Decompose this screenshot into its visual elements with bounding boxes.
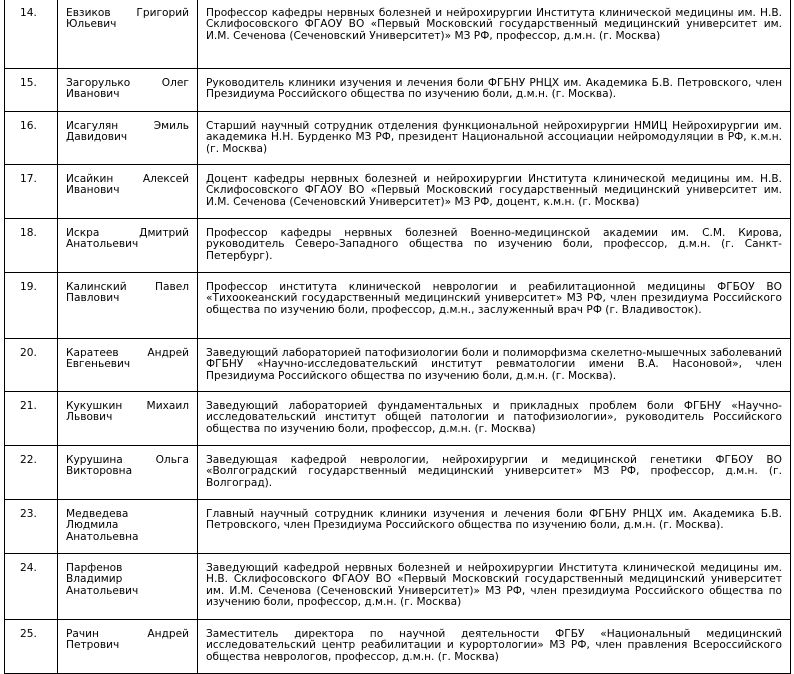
row-number: 25.: [5, 620, 58, 674]
member-name-rest: Людмила Анатольевна: [66, 519, 139, 543]
member-name-rest: Евгеньевич: [66, 358, 131, 371]
member-description: Профессор кафедры нервных болезней Военно-медицинской академии им. С.М. Кирова, руководитель Северо-Западного общества по изучению боли, профессор, д.м.н. (г. Санкт-Петербург).: [198, 219, 791, 273]
member-name-line1: Парфенов: [66, 562, 123, 574]
member-name-line1: Кукушкин Михаил: [66, 400, 189, 412]
member-name-line1: Исайкин Алексей: [66, 173, 189, 185]
member-name-rest: Иванович: [66, 88, 120, 101]
member-description: Старший научный сотрудник отделения функциональной нейрохирургии НМИЦ Нейрохирургии им. академика Н.Н. Бурденко МЗ РФ, президент Национальной ассоциации нейромодуляции в РФ, к.м.н. (г. Москва): [198, 112, 791, 165]
member-name-rest: Иванович: [66, 184, 120, 197]
row-number: 24.: [5, 554, 58, 620]
member-name: [58, 165, 198, 219]
member-description: Руководитель клиники изучения и лечения боли ФГБНУ РНЦХ им. Академика Б.В. Петровского, член Президиума Российского общества по изучению боли, д.м.н. (г. Москва).: [198, 69, 791, 112]
table-row: [5, 620, 791, 674]
row-number: 17.: [5, 165, 58, 219]
member-description: Заведующий лабораторией фундаментальных и прикладных проблем боли ФГБНУ «Научно-исследовательский институт общей патологии и патофизиологии», руководитель Российского общества по изучению боли, профессор, д.м.н. (г. Москва): [198, 392, 791, 446]
member-name-rest: Павлович: [66, 292, 120, 305]
member-name-rest: Давидович: [66, 131, 128, 144]
member-name-line1: Исагулян Эмиль: [66, 120, 189, 132]
table-row: [5, 446, 791, 500]
member-name: [58, 112, 198, 165]
member-description: Доцент кафедры нервных болезней и нейрохирургии Института клинической медицины им. Н.В. Склифосовского ФГАОУ ВО «Первый Московский государственный медицинский университет им. И.М. Сеченова (Сеченовский Университет)» МЗ РФ, доцент, к.м.н. (г. Москва): [198, 165, 791, 219]
member-description: Заведующий лабораторией патофизиологии боли и полиморфизма скелетно-мышечных заболеваний ФГБНУ «Научно-исследовательский институт ревматологии имени В.А. Насоновой», член Президиума Российского общества по изучению боли, д.м.н. (г. Москва).: [198, 339, 791, 392]
member-description: Заведующая кафедрой неврологии, нейрохирургии и медицинской генетики ФГБОУ ВО «Волгоградский государственный медицинский университет» МЗ РФ, профессор, д.м.н. (г. Волгоград).: [198, 446, 791, 500]
table-row: [5, 339, 791, 392]
row-number: 22.: [5, 446, 58, 500]
row-number: 14.: [5, 0, 58, 69]
row-number: 15.: [5, 69, 58, 112]
member-name-rest: Анатольевич: [66, 238, 139, 251]
member-name-line1: Курушина Ольга: [66, 454, 189, 466]
member-name-line1: Евзиков Григорий: [66, 7, 189, 19]
member-name-rest: Юльевич: [66, 18, 117, 31]
member-name: [58, 620, 198, 674]
member-description: Главный научный сотрудник клиники изучения и лечения боли ФГБНУ РНЦХ им. Академика Б.В. Петровского, член Президиума Российского общества по изучению боли, д.м.н. (г. Москва).: [198, 500, 791, 554]
member-name: [58, 0, 198, 69]
member-name-rest: Викторовна: [66, 465, 133, 478]
member-name: [58, 446, 198, 500]
member-name: [58, 219, 198, 273]
table-row: [5, 500, 791, 554]
row-number: 21.: [5, 392, 58, 446]
member-name-line1: Медведева: [66, 508, 129, 520]
member-name: [58, 554, 198, 620]
member-name-line1: Рачин Андрей: [66, 628, 189, 640]
member-name-line1: Загорулько Олег: [66, 77, 189, 89]
table-row: [5, 392, 791, 446]
member-description: Профессор института клинической неврологии и реабилитационной медицины ФГБОУ ВО «Тихоокеанский государственный медицинский университет» МЗ РФ, член президиума Российского общества по изучению боли, профессор, д.м.н., заслуженный врач РФ (г. Владивосток).: [198, 273, 791, 339]
table-row: [5, 69, 791, 112]
row-number: 20.: [5, 339, 58, 392]
row-number: 18.: [5, 219, 58, 273]
member-name: [58, 500, 198, 554]
member-name: [58, 339, 198, 392]
member-name: [58, 69, 198, 112]
members-table: [4, 0, 791, 674]
member-name-rest: Петрович: [66, 639, 120, 652]
member-name-rest: Львович: [66, 411, 113, 424]
member-name-rest: Владимир Анатольевич: [66, 573, 139, 597]
table-row: [5, 112, 791, 165]
member-name: [58, 273, 198, 339]
table-row: [5, 165, 791, 219]
row-number: 19.: [5, 273, 58, 339]
member-name: [58, 392, 198, 446]
member-description: Профессор кафедры нервных болезней и нейрохирургии Института клинической медицины им. Н.В. Склифосовского ФГАОУ ВО «Первый Московский государственный медицинский университет им. И.М. Сеченова (Сеченовский Университет)» МЗ РФ, профессор, д.м.н. (г. Москва): [198, 0, 791, 69]
table-row: [5, 554, 791, 620]
row-number: 23.: [5, 500, 58, 554]
member-description: Заведующий кафедрой нервных болезней и нейрохирургии Института клинической медицины им. Н.В. Склифосовского ФГАОУ ВО «Первый Московский государственный медицинский университет им. И.М. Сеченова (Сеченовский Университет)» МЗ РФ, член президиума Российского общества по изучению боли, профессор, д.м.н. (г. Москва): [198, 554, 791, 620]
row-number: 16.: [5, 112, 58, 165]
member-name-line1: Каратеев Андрей: [66, 347, 189, 359]
table-row: [5, 219, 791, 273]
table-row: [5, 0, 791, 69]
table-row: [5, 273, 791, 339]
member-name-line1: Калинский Павел: [66, 281, 189, 293]
member-description: Заместитель директора по научной деятельности ФГБУ «Национальный медицинский исследовательский центр реабилитации и курортологии» МЗ РФ, член правления Всероссийского общества неврологов, профессор, д.м.н. (г. Москва): [198, 620, 791, 674]
member-name-line1: Искра Дмитрий: [66, 227, 189, 239]
